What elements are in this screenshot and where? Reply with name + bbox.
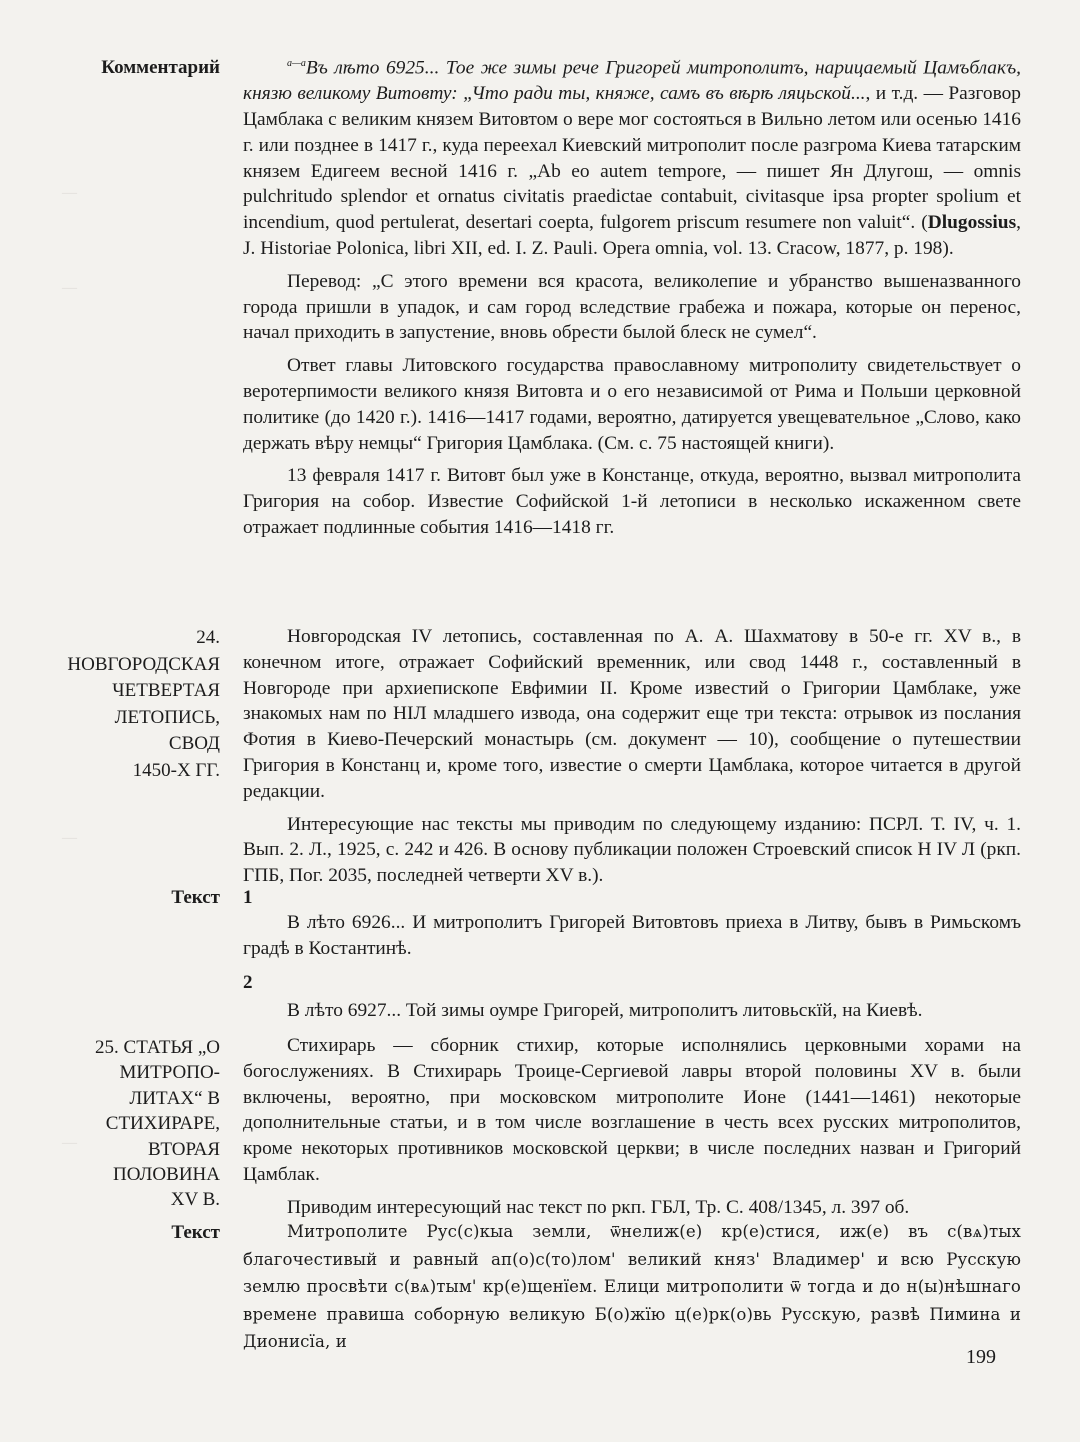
margin-heading-commentary: Комментарий <box>101 57 220 78</box>
page-number: 199 <box>966 1346 996 1368</box>
margin-line: СВОД <box>168 733 220 754</box>
margin-heading-novgorod <box>40 625 220 784</box>
margin-line: ЛИТАХ“ В <box>129 1087 220 1109</box>
margin-line: МИТРОПО- <box>119 1062 220 1084</box>
margin-line: СТИХИРАРЕ, <box>105 1113 220 1135</box>
margin-line: XV В. <box>170 1189 220 1211</box>
paragraph <box>243 51 1021 262</box>
margin-line: ЛЕТОПИСЬ, <box>114 706 220 728</box>
quote: В лѣто 6926... И митрополитъ Григорей Витовтовъ приеха в Литву, бывъ в Римьскомъ градѣ в Костантинѣ. <box>243 912 1021 959</box>
margin-line: 1450-Х ГГ. <box>132 759 220 781</box>
paragraph-text: , и т.д. — Разговор Цамблака с великим князем Витовтом о вере мог состояться в Вильно летом или осенью 1416 г. или позднее в 1417 г., куда переехал Киевский митрополит после разгрома Киева татарским князем Едигеем весной 1416 г. „Ab eo autem tempore, — пишет Ян Длугош, — omnis pulchritudo splendor et ornatus civitatis praedictae contabuit, civitasque ipsa propter spolium et incendium, quod pertulerat, desertari coepta, fulgorem priscum resumere non valuit“. ( <box>243 83 1021 234</box>
margin-heading-text-2: Текст <box>171 1222 220 1243</box>
quote-block-1 <box>243 910 1021 969</box>
margin-line: 24. <box>196 627 220 648</box>
novgorod-body <box>243 624 1021 896</box>
author-name: Dlugossius <box>927 212 1017 234</box>
italic-quote: Въ лѣто 6925... Тое же зимы рече Григорей митрополитъ, нарицаемый Цамъблакъ, князю великому Витовту: „Что ради ты, княже, самъ въ вѣрѣ ляцьской... <box>243 57 1021 105</box>
old-text-paragraph: Митрополите Рус(с)кыа земли, ѿнелиж(е) кр(е)стися, иж(е) въ с(вѧ)тых благочестивый и равный ап(о)с(то)лом' великий княз' Владимер' и всю Русскую землю просвѣти с(вѧ)тым' кр(е)щенїем. Елици митрополити ѿ тогда и до н(ы)нѣшнаго времене правиша соборную великую Б(о)жїю ц(е)рк(о)вь Русскую, развѣ Пимина и Дионисїа, и <box>243 1222 1021 1351</box>
quote: В лѣто 6927... Той зимы оумре Григорей, митрополитъ литовьскїй, на Киевѣ. <box>287 1000 923 1021</box>
paragraph: Приводим интересующий нас текст по ркп. ГБЛ, Тр. С. 408/1345, л. 397 об. <box>287 1196 910 1218</box>
margin-heading-text-1: Текст <box>171 887 220 908</box>
margin-line: НОВГОРОДСКАЯ <box>67 653 220 675</box>
commentary-body <box>243 51 1021 548</box>
margin-heading-article <box>40 1035 220 1213</box>
old-slavonic-text <box>243 1218 1021 1356</box>
paragraph: Интересующие нас тексты мы приводим по следующему изданию: ПСРЛ. Т. IV, ч. 1. Вып. 2. Л., 1925, с. 242 и 426. В основу публикации положен Строевский список Н IV Л (ркп. ГПБ, Пог. 2035, последней четверти XV в.). <box>243 813 1021 887</box>
margin-line: ЧЕТВЕРТАЯ <box>112 680 220 701</box>
show-through-mark: — <box>62 185 77 201</box>
show-through-mark: — <box>62 1135 77 1151</box>
margin-line: 25. СТАТЬЯ „О <box>95 1037 220 1058</box>
margin-line: ВТОРАЯ <box>147 1138 220 1160</box>
paragraph: 13 февраля 1417 г. Витовт был уже в Констанце, откуда, вероятно, вызвал митрополита Григория на собор. Известие Софийской 1-й летописи в несколько искаженном свете отражает подлинные события 1416—1418 гг. <box>243 465 1021 539</box>
quote-block-2 <box>243 998 1021 1031</box>
text-number-1: 1 <box>243 887 253 908</box>
stichirar-body <box>243 1033 1021 1228</box>
paragraph: Стихирарь — сборник стихир, которые исполнялись церковными хорами на богослужениях. В Стихирарь Троице-Сергиевой лавры второй половины XV в. были включены, вероятно, при московском митрополите Ионе (1441—1461) некоторые дополнительные статьи, и в том числе возглашение в честь всех русских митрополитов, кроме некоторых противников московской церкви; в числе последних назван и Григорий Цамблак. <box>243 1035 1021 1185</box>
paragraph: Перевод: „С этого времени вся красота, великолепие и убранство вышеназванного города пришли в упадок, и сам город вследствие грабежа и пожара, которые он перенос, начал приходить в запустение, вновь обрести былой блеск не сумел“. <box>243 270 1021 344</box>
show-through-mark: — <box>62 830 77 846</box>
paragraph: Новгородская IV летопись, составленная по А. А. Шахматову в 50-е гг. XV в., в конечном итоге, отражает Софийский временник, или свод 1448 г., составленный в Новгороде при архиепископе Евфимии II. Кроме известий о Григории Цамблаке, уже знакомых нам по НIЛ младшего извода, она содержит еще три текста: отрывок из послания Фотия в Киево-Печерский монастырь (см. документ — 10), сообщение о путешествии Григория в Констанц и, кроме того, известие о смерти Цамблака, которое читается в другой редакции. <box>243 626 1021 802</box>
paragraph-text: , J. Historiae Polonica, libri XII, ed. I. Z. Pauli. Opera omnia, vol. 13. Cracow, 1877, p. 198). <box>243 212 1021 260</box>
text-number-2: 2 <box>243 972 253 993</box>
show-through-mark: — <box>62 280 77 296</box>
margin-line: ПОЛОВИНА <box>113 1164 220 1186</box>
footnote-marker: а—а <box>287 58 306 69</box>
paragraph: Ответ главы Литовского государства православному митрополиту свидетельствует о веротерпимости великого князя Витовта и о его независимой от Рима и Польши церковной политике (до 1420 г.). 1416—1417 годами, вероятно, датируется увещевательное „Слово, како держать вѣру немцы“ Григория Цамблака. (См. с. 75 настоящей книги). <box>243 355 1021 454</box>
